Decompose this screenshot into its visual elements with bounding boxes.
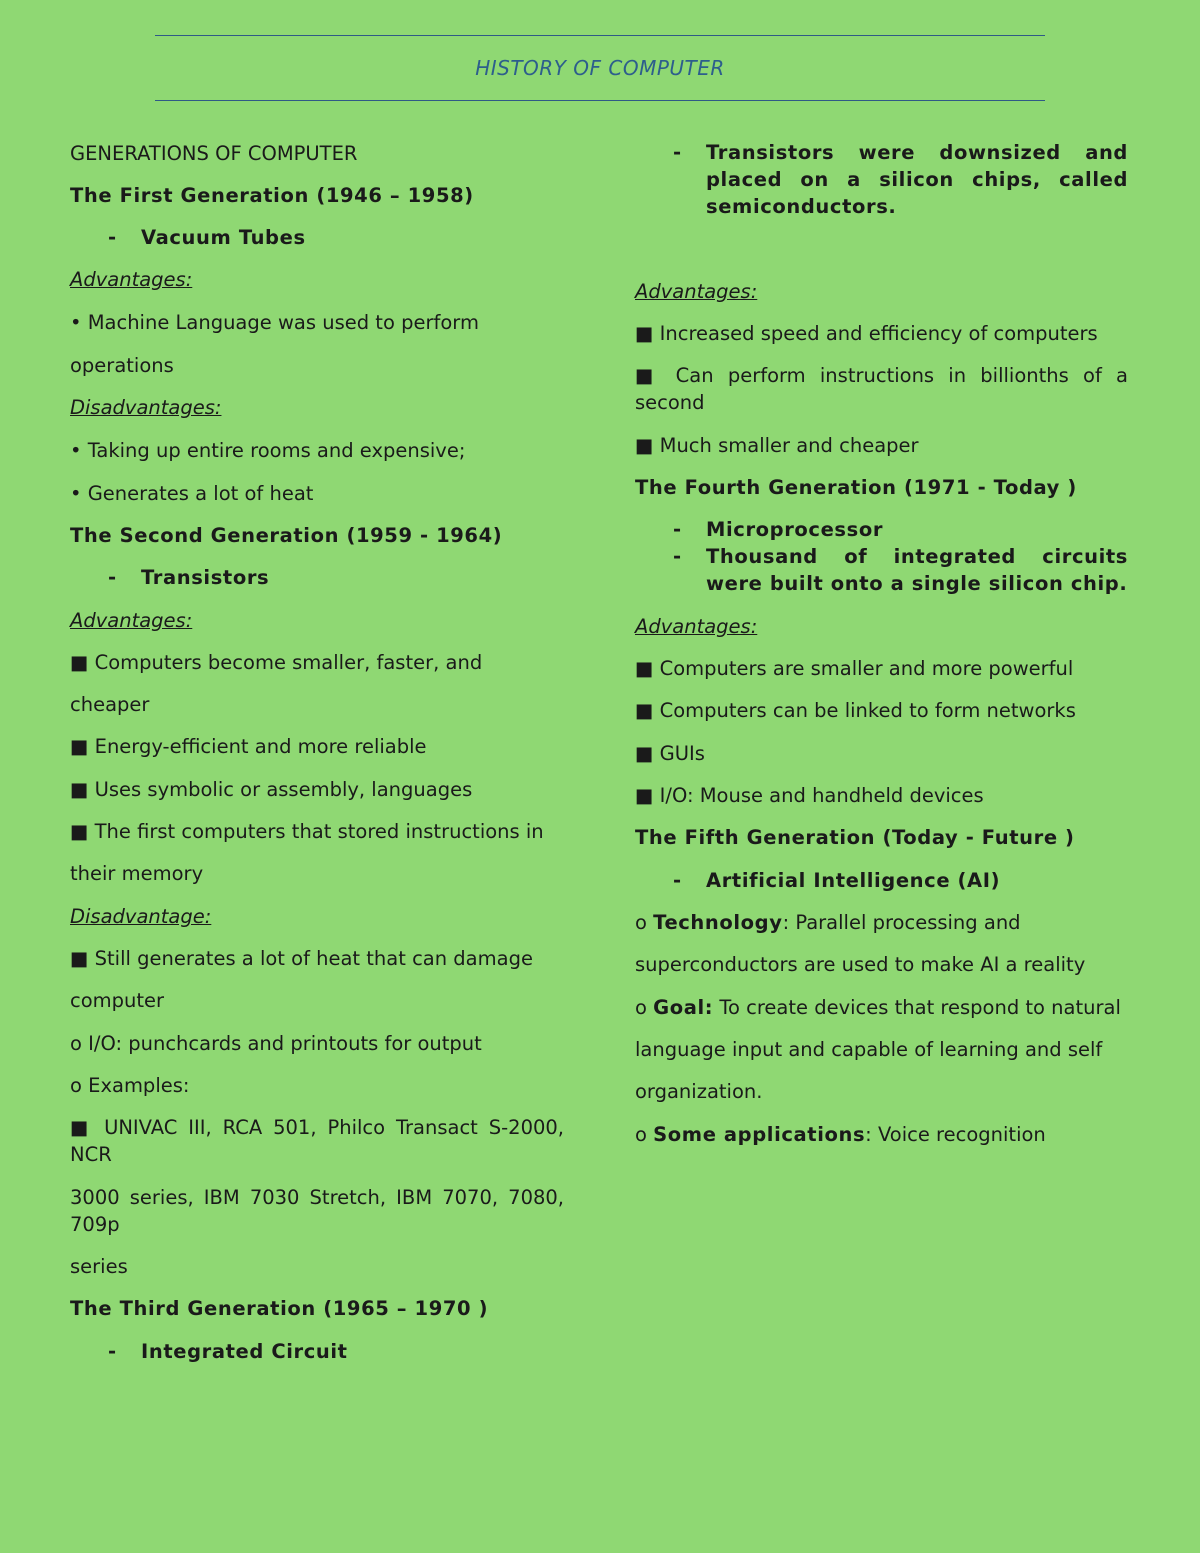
fifth-gen-tech: - Artificial Intelligence (AI) — [673, 869, 1001, 892]
disadvantage-label: Disadvantage: — [70, 905, 212, 928]
advantages-label: Advantages: — [70, 609, 193, 632]
dash-marker: - — [673, 869, 682, 892]
header-bottom-rule — [155, 100, 1045, 101]
technology-cont: superconductors are used to make AI a reality — [635, 953, 1086, 976]
list-item: ■ Computers become smaller, faster, and — [70, 651, 483, 674]
second-gen-title: The Second Generation (1959 - 1964) — [70, 524, 503, 547]
fourth-gen-tech-1: - Microprocessor — [673, 518, 884, 541]
fourth-gen-title: The Fourth Generation (1971 - Today ) — [635, 476, 1077, 499]
generations-heading: GENERATIONS OF COMPUTER — [70, 142, 358, 165]
first-gen-title: The First Generation (1946 – 1958) — [70, 184, 474, 207]
fifth-gen-title: The Fifth Generation (Today - Future ) — [635, 826, 1075, 849]
goal-cont-2: organization. — [635, 1080, 763, 1103]
left-column — [70, 140, 564, 1365]
list-item: ■ Computers can be linked to form networks — [635, 699, 1076, 722]
list-item: ■ Increased speed and efficiency of computers — [635, 322, 1098, 345]
header-top-rule — [155, 35, 1045, 36]
list-item: • Generates a lot of heat — [70, 482, 314, 505]
list-item: ■ I/O: Mouse and handheld devices — [635, 784, 984, 807]
list-item: 3000 series, IBM 7030 Stretch, IBM 7070, 7080, 709p — [70, 1186, 564, 1236]
dash-marker: - — [673, 545, 682, 568]
third-gen-title: The Third Generation (1965 – 1970 ) — [70, 1297, 489, 1320]
list-item: ■ The first computers that stored instructions in — [70, 820, 544, 843]
dash-marker: - — [108, 226, 117, 249]
list-item: their memory — [70, 862, 204, 885]
advantages-label: Advantages: — [70, 268, 193, 291]
technology-line: o Technology: Parallel processing and — [635, 911, 1021, 934]
third-gen-tech: - Integrated Circuit — [108, 1340, 348, 1363]
list-item: ■ Can perform instructions in billionths of a second — [635, 364, 1128, 414]
list-item: ■ Still generates a lot of heat that can damage — [70, 947, 533, 970]
list-item: • Machine Language was used to perform — [70, 311, 479, 334]
dash-marker: - — [108, 566, 117, 589]
goal-cont-1: language input and capable of learning and self — [635, 1038, 1103, 1061]
list-item: ■ UNIVAC III, RCA 501, Philco Transact S-2000, NCR — [70, 1116, 564, 1166]
examples-label: o Examples: — [70, 1074, 190, 1097]
dash-marker: - — [108, 1340, 117, 1363]
list-item: ■ Uses symbolic or assembly, languages — [70, 778, 473, 801]
page-title: HISTORY OF COMPUTER — [475, 56, 725, 80]
list-item: ■ Computers are smaller and more powerful — [635, 657, 1074, 680]
list-item: ■ Energy-efficient and more reliable — [70, 735, 427, 758]
list-item: series — [70, 1255, 128, 1278]
advantages-label: Advantages: — [635, 280, 758, 303]
list-item: cheaper — [70, 693, 150, 716]
dash-marker: - — [673, 141, 682, 164]
first-gen-tech: - Vacuum Tubes — [108, 226, 306, 249]
disadvantages-label: Disadvantages: — [70, 396, 222, 419]
list-item: operations — [70, 354, 174, 377]
io-line: o I/O: punchcards and printouts for output — [70, 1032, 482, 1055]
list-item: ■ GUIs — [635, 742, 705, 765]
applications-line: o Some applications: Voice recognition — [635, 1123, 1046, 1146]
list-item: computer — [70, 989, 165, 1012]
second-gen-tech: - Transistors — [108, 566, 270, 589]
goal-line: o Goal: To create devices that respond to natural — [635, 996, 1121, 1019]
right-column — [635, 139, 1128, 1148]
list-item: • Taking up entire rooms and expensive; — [70, 439, 466, 462]
third-gen-tech-detail: - Transistors were downsized and placed on a silicon chips, called semiconductors. — [673, 141, 1128, 218]
list-item: ■ Much smaller and cheaper — [635, 434, 919, 457]
fourth-gen-tech-2: - Thousand of integrated circuits were built onto a single silicon chip. — [673, 545, 1128, 595]
dash-marker: - — [673, 518, 682, 541]
advantages-label: Advantages: — [635, 615, 758, 638]
